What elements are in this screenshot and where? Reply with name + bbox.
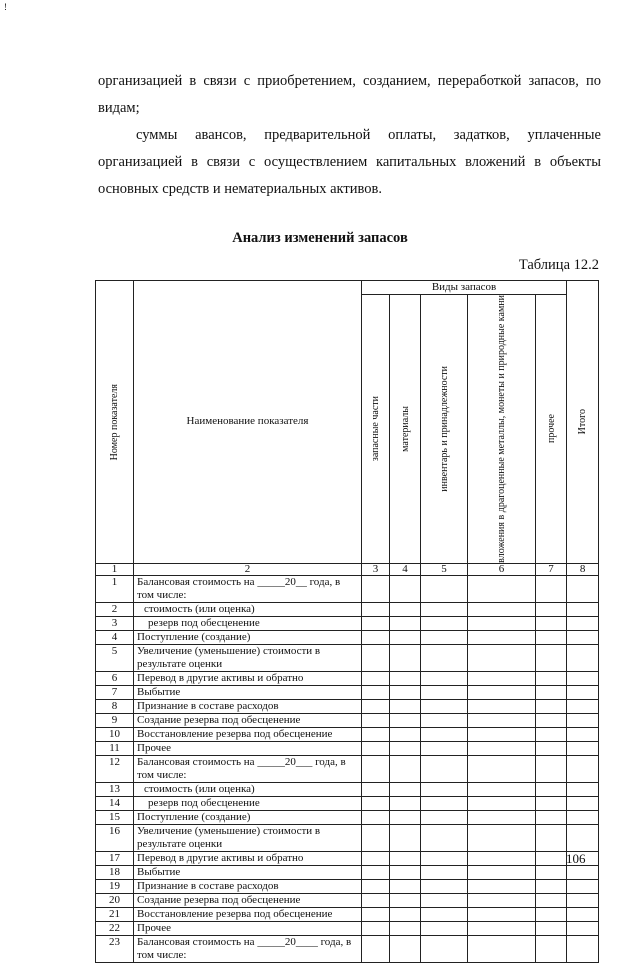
empty-cell (421, 644, 468, 671)
row-number: 2 (96, 602, 134, 616)
empty-cell (390, 824, 421, 851)
header-materials (390, 295, 421, 564)
column-number-row (96, 563, 599, 575)
row-number: 4 (96, 630, 134, 644)
empty-cell (468, 616, 536, 630)
empty-cell (468, 796, 536, 810)
empty-cell (421, 782, 468, 796)
empty-cell (421, 671, 468, 685)
empty-cell (536, 824, 567, 851)
empty-cell (567, 671, 599, 685)
row-label: Признание в составе расходов (134, 699, 362, 713)
empty-cell (390, 921, 421, 935)
table-row (96, 907, 599, 921)
empty-cell (390, 755, 421, 782)
row-number: 13 (96, 782, 134, 796)
column-number: 2 (134, 563, 362, 575)
table-row (96, 727, 599, 741)
empty-cell (390, 741, 421, 755)
empty-cell (390, 851, 421, 865)
empty-cell (390, 907, 421, 921)
empty-cell (390, 810, 421, 824)
empty-cell (468, 935, 536, 962)
header-number (96, 281, 134, 564)
empty-cell (362, 616, 390, 630)
row-number: 8 (96, 699, 134, 713)
empty-cell (362, 907, 390, 921)
empty-cell (468, 713, 536, 727)
table-row (96, 935, 599, 962)
column-number: 7 (536, 563, 567, 575)
empty-cell (468, 575, 536, 602)
empty-cell (468, 865, 536, 879)
row-label: Признание в составе расходов (134, 879, 362, 893)
row-number: 21 (96, 907, 134, 921)
empty-cell (390, 630, 421, 644)
empty-cell (390, 699, 421, 713)
empty-cell (362, 755, 390, 782)
empty-cell (567, 644, 599, 671)
table-row (96, 575, 599, 602)
table-row (96, 893, 599, 907)
row-number: 15 (96, 810, 134, 824)
empty-cell (421, 824, 468, 851)
empty-cell (362, 575, 390, 602)
empty-cell (536, 893, 567, 907)
empty-cell (468, 699, 536, 713)
empty-cell (390, 602, 421, 616)
empty-cell (390, 685, 421, 699)
row-label: Перевод в другие активы и обратно (134, 851, 362, 865)
empty-cell (567, 879, 599, 893)
empty-cell (567, 824, 599, 851)
empty-cell (362, 893, 390, 907)
table-row (96, 810, 599, 824)
table-row (96, 644, 599, 671)
empty-cell (390, 671, 421, 685)
row-number: 9 (96, 713, 134, 727)
empty-cell (468, 921, 536, 935)
empty-cell (362, 644, 390, 671)
column-number: 6 (468, 563, 536, 575)
empty-cell (362, 630, 390, 644)
empty-cell (468, 685, 536, 699)
row-label: Балансовая стоимость на _____20____ года, в том числе: (134, 935, 362, 962)
header-spare-parts-label: запасные части (370, 396, 381, 462)
empty-cell (362, 727, 390, 741)
empty-cell (390, 796, 421, 810)
row-number: 1 (96, 575, 134, 602)
empty-cell (536, 602, 567, 616)
row-label: Увеличение (уменьшение) стоимости в результате оценки (134, 824, 362, 851)
empty-cell (468, 851, 536, 865)
empty-cell (421, 685, 468, 699)
empty-cell (567, 782, 599, 796)
table-row (96, 699, 599, 713)
header-investments (468, 295, 536, 564)
row-label: стоимость (или оценка) (134, 782, 362, 796)
empty-cell (390, 782, 421, 796)
empty-cell (536, 575, 567, 602)
empty-cell (362, 602, 390, 616)
row-label: Балансовая стоимость на _____20___ года, в том числе: (134, 755, 362, 782)
table-label: Таблица 12.2 (518, 257, 599, 273)
empty-cell (421, 935, 468, 962)
table-row (96, 671, 599, 685)
empty-cell (567, 602, 599, 616)
empty-cell (536, 699, 567, 713)
row-label: Выбытие (134, 685, 362, 699)
row-number: 22 (96, 921, 134, 935)
empty-cell (421, 810, 468, 824)
empty-cell (536, 935, 567, 962)
empty-cell (362, 796, 390, 810)
empty-cell (536, 782, 567, 796)
header-investments-label: вложения в драгоценные металлы, монеты и природные камни (496, 295, 507, 563)
inventory-changes-table (95, 280, 598, 963)
row-label: Прочее (134, 921, 362, 935)
empty-cell (536, 865, 567, 879)
empty-cell (536, 616, 567, 630)
empty-cell (421, 741, 468, 755)
empty-cell (421, 630, 468, 644)
empty-cell (536, 810, 567, 824)
empty-cell (362, 810, 390, 824)
paragraph-2-text: суммы авансов, предварительной оплаты, задатков, уплаченные организацией в связи с осуществлением капитальных вложений в объекты основных средств и нематериальных активов. (98, 127, 601, 197)
empty-cell (421, 879, 468, 893)
header-number-label: Номер показателя (109, 383, 120, 461)
empty-cell (536, 685, 567, 699)
row-label: Выбытие (134, 865, 362, 879)
row-number: 20 (96, 893, 134, 907)
table-row (96, 616, 599, 630)
empty-cell (468, 907, 536, 921)
empty-cell (362, 851, 390, 865)
header-inventory (421, 295, 468, 564)
row-number: 18 (96, 865, 134, 879)
empty-cell (468, 671, 536, 685)
table-row (96, 865, 599, 879)
empty-cell (567, 713, 599, 727)
empty-cell (421, 921, 468, 935)
table-row (96, 713, 599, 727)
table-row (96, 741, 599, 755)
empty-cell (567, 727, 599, 741)
table-row (96, 755, 599, 782)
empty-cell (421, 727, 468, 741)
row-number: 12 (96, 755, 134, 782)
empty-cell (536, 755, 567, 782)
empty-cell (390, 616, 421, 630)
empty-cell (421, 796, 468, 810)
page-number: 106 (566, 851, 586, 866)
row-label: Создание резерва под обесценение (134, 713, 362, 727)
table-row (96, 782, 599, 796)
empty-cell (390, 865, 421, 879)
empty-cell (536, 630, 567, 644)
row-number: 3 (96, 616, 134, 630)
row-label: Прочее (134, 741, 362, 755)
header-other-label: прочее (545, 414, 557, 444)
table-row (96, 921, 599, 935)
row-number: 14 (96, 796, 134, 810)
header-other (536, 295, 567, 564)
column-number: 1 (96, 563, 134, 575)
empty-cell (421, 575, 468, 602)
empty-cell (421, 865, 468, 879)
column-number: 8 (567, 563, 599, 575)
empty-cell (390, 935, 421, 962)
empty-cell (468, 741, 536, 755)
empty-cell (468, 727, 536, 741)
column-number: 4 (390, 563, 421, 575)
table-row (96, 796, 599, 810)
empty-cell (362, 935, 390, 962)
empty-cell (362, 713, 390, 727)
empty-cell (421, 851, 468, 865)
table-row (96, 630, 599, 644)
empty-cell (421, 907, 468, 921)
header-total (567, 281, 599, 564)
empty-cell (362, 879, 390, 893)
row-number: 6 (96, 671, 134, 685)
empty-cell (567, 755, 599, 782)
row-number: 19 (96, 879, 134, 893)
table-row (96, 685, 599, 699)
row-label: резерв под обесценение (134, 796, 362, 810)
row-number: 10 (96, 727, 134, 741)
empty-cell (536, 921, 567, 935)
header-name: Наименование показателя (134, 281, 362, 564)
empty-cell (468, 782, 536, 796)
row-label: Восстановление резерва под обесценение (134, 907, 362, 921)
empty-cell (567, 796, 599, 810)
empty-cell (362, 824, 390, 851)
empty-cell (421, 713, 468, 727)
empty-cell (362, 865, 390, 879)
corner-mark: ! (4, 2, 7, 12)
empty-cell (468, 755, 536, 782)
empty-cell (567, 616, 599, 630)
empty-cell (536, 713, 567, 727)
empty-cell (567, 741, 599, 755)
row-label: Балансовая стоимость на _____20__ года, в том числе: (134, 575, 362, 602)
row-label: Поступление (создание) (134, 630, 362, 644)
empty-cell (421, 616, 468, 630)
row-label: Поступление (создание) (134, 810, 362, 824)
column-number: 3 (362, 563, 390, 575)
empty-cell (362, 782, 390, 796)
empty-cell (362, 671, 390, 685)
empty-cell (468, 824, 536, 851)
table-heading: Анализ изменений запасов (232, 230, 408, 246)
empty-cell (390, 893, 421, 907)
row-label: резерв под обесценение (134, 616, 362, 630)
header-spare-parts (362, 295, 390, 564)
empty-cell (567, 685, 599, 699)
table-row (96, 602, 599, 616)
table-row (96, 879, 599, 893)
empty-cell (421, 893, 468, 907)
empty-cell (421, 602, 468, 616)
row-label: Создание резерва под обесценение (134, 893, 362, 907)
empty-cell (362, 699, 390, 713)
row-label: Перевод в другие активы и обратно (134, 671, 362, 685)
paragraph-1: организацией в связи с приобретением, созданием, переработкой запасов, по видам; (98, 73, 601, 116)
empty-cell (536, 851, 567, 865)
table-row (96, 851, 599, 865)
header-inventory-label: инвентарь и принадлежности (438, 366, 450, 492)
empty-cell (536, 879, 567, 893)
row-number: 7 (96, 685, 134, 699)
empty-cell (536, 796, 567, 810)
empty-cell (567, 935, 599, 962)
empty-cell (536, 907, 567, 921)
empty-cell (536, 644, 567, 671)
empty-cell (468, 644, 536, 671)
empty-cell (390, 575, 421, 602)
empty-cell (567, 810, 599, 824)
empty-cell (390, 879, 421, 893)
empty-cell (362, 921, 390, 935)
empty-cell (567, 893, 599, 907)
empty-cell (390, 644, 421, 671)
row-number: 11 (96, 741, 134, 755)
empty-cell (567, 865, 599, 879)
empty-cell (567, 630, 599, 644)
row-number: 16 (96, 824, 134, 851)
row-number: 5 (96, 644, 134, 671)
empty-cell (421, 755, 468, 782)
empty-cell (362, 685, 390, 699)
empty-cell (567, 575, 599, 602)
empty-cell (468, 602, 536, 616)
empty-cell (421, 699, 468, 713)
empty-cell (468, 879, 536, 893)
row-number: 23 (96, 935, 134, 962)
row-label: Увеличение (уменьшение) стоимости в результате оценки (134, 644, 362, 671)
empty-cell (567, 699, 599, 713)
empty-cell (390, 713, 421, 727)
empty-cell (536, 727, 567, 741)
row-number: 17 (96, 851, 134, 865)
header-materials-label: материалы (399, 406, 411, 452)
empty-cell (468, 893, 536, 907)
paragraph-2 (98, 122, 601, 203)
empty-cell (468, 810, 536, 824)
column-number: 5 (421, 563, 468, 575)
empty-cell (362, 741, 390, 755)
empty-cell (567, 907, 599, 921)
empty-cell (567, 921, 599, 935)
header-group: Виды запасов (362, 281, 567, 295)
empty-cell (536, 741, 567, 755)
row-label: Восстановление резерва под обесценение (134, 727, 362, 741)
header-total-label: Итого (577, 409, 589, 435)
table-row (96, 824, 599, 851)
empty-cell (390, 727, 421, 741)
row-label: стоимость (или оценка) (134, 602, 362, 616)
empty-cell (468, 630, 536, 644)
empty-cell (536, 671, 567, 685)
